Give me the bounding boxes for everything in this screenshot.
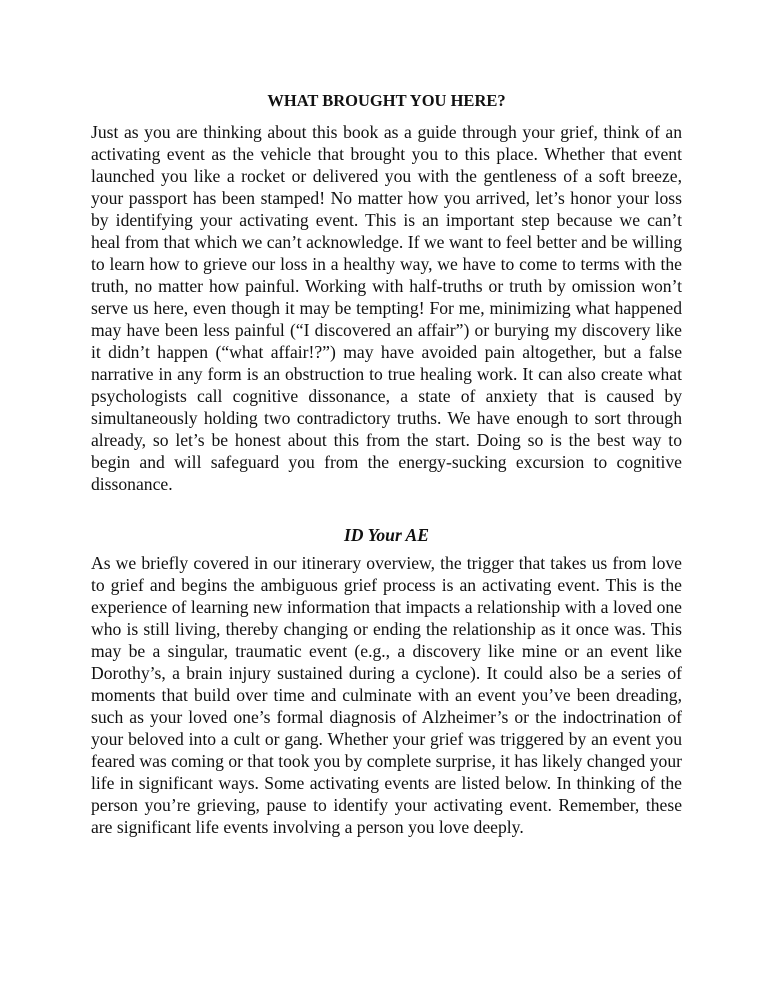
section-heading: WHAT BROUGHT YOU HERE? [267,91,506,110]
section-body-paragraph: Just as you are thinking about this book as a guide through your grief, think of an activating event as the vehicle that brought you to this place. Whether that event launched you like a rocket or delivered you with the gentleness of a soft breeze, your passport has been stamped! No matter how you arrived, let’s honor your loss by identifying your activating event. This is an important step because we can’t heal from that which we can’t acknowledge. If we want to feel better and be willing to learn how to grieve our loss in a healthy way, we have to come to terms with the truth, no matter how painful. Working with half-truths or truth by omission won’t serve us here, even though it may be tempting! For me, minimizing what happened may have been less painful (“I discovered an affair”) or burying my discovery like it didn’t happen (“what affair!?”) may have avoided pain altogether, but a false narrative in any form is an obstruction to true healing work. It can also create what psychologists call cognitive dissonance, a state of anxiety that is caused by simultaneously holding two contradictory truths. We have enough to sort through already, so let’s be honest about this from the start. Doing so is the best way to begin and will safeguard you from the energy-sucking excursion to cognitive dissonance. [91,122,682,494]
document-page [91,88,682,838]
subsection-body-paragraph: As we briefly covered in our itinerary overview, the trigger that takes us from love to grief and begins the ambiguous grief process is an activating event. This is the experience of learning new information that impacts a relationship with a loved one who is still living, thereby changing or ending the relationship as it once was. This may be a singular, traumatic event (e.g., a discovery like mine or an event like Dorothy’s, a brain injury sustained during a cyclone). It could also be a series of moments that build over time and culminate with an event you’ve been dreading, such as your loved one’s formal diagnosis of Alzheimer’s or the indoctrination of your beloved into a cult or gang. Whether your grief was triggered by an event you feared was coming or that took you by complete surprise, it has likely changed your life in significant ways. Some activating events are listed below. In thinking of the person you’re grieving, pause to identify your activating event. Remember, these are significant life events involving a person you love deeply. [91,553,682,837]
subsection-heading: ID Your AE [343,525,430,545]
